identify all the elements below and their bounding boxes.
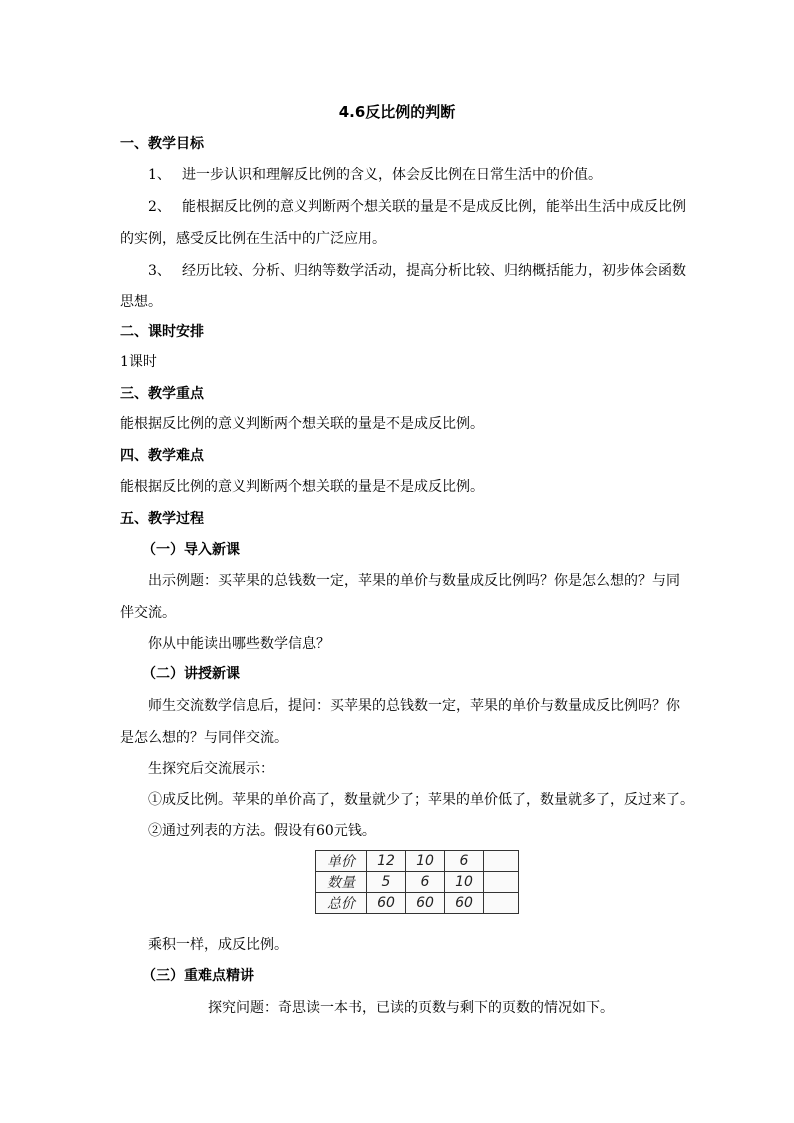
teach-text-a: 师生交流数学信息后，提问：买苹果的总钱数一定，苹果的单价与数量成反比例吗？你: [148, 698, 680, 714]
schedule-text: 1课时: [120, 354, 157, 370]
table-cell: 60: [445, 893, 484, 914]
goal-3-text-b: 思想。: [120, 294, 162, 310]
problem-text: 探究问题：奇思读一本书，已读的页数与剩下的页数的情况如下。: [208, 1000, 614, 1016]
table-cell-empty: [484, 893, 519, 914]
row-label-total-price: 总价: [316, 893, 367, 914]
point-1-text: ①成反比例。苹果的单价高了，数量就少了；苹果的单价低了，数量就多了，反过来了。: [148, 792, 694, 808]
table-row: [316, 872, 519, 893]
table-cell: 60: [367, 893, 406, 914]
table-cell: 10: [445, 872, 484, 893]
row-label-unit-price: 单价: [316, 851, 367, 872]
section-heading-schedule: 二、课时安排: [120, 324, 204, 340]
intro-text-b: 伴交流。: [120, 605, 176, 621]
table-cell-empty: [484, 851, 519, 872]
point-2-text: ②通过列表的方法。假设有60元钱。: [148, 823, 376, 839]
key-point-text: 能根据反比例的意义判断两个想关联的量是不是成反比例。: [120, 416, 484, 432]
section-heading-key-point: 三、教学重点: [120, 386, 204, 402]
explore-text: 生探究后交流展示：: [148, 761, 274, 777]
goal-2-text-b: 的实例，感受反比例在生活中的广泛应用。: [120, 231, 386, 247]
table-cell-empty: [484, 872, 519, 893]
section-heading-process: 五、教学过程: [120, 511, 204, 527]
section-heading-goals: 一、教学目标: [120, 136, 204, 152]
goal-1: [148, 165, 688, 185]
table-cell: 5: [367, 872, 406, 893]
conclusion-text: 乘积一样，成反比例。: [148, 937, 288, 953]
goal-1-number: 1、: [148, 167, 171, 183]
row-label-quantity: 数量: [316, 872, 367, 893]
intro-text-a: 出示例题：买苹果的总钱数一定，苹果的单价与数量成反比例吗？你是怎么想的？与同: [148, 573, 680, 589]
goal-3: [148, 261, 688, 281]
price-quantity-table: [315, 850, 519, 914]
question-text: 你从中能读出哪些数学信息？: [148, 636, 330, 652]
goal-2: [148, 197, 688, 217]
goal-1-text: 进一步认识和理解反比例的含义，体会反比例在日常生活中的价值。: [182, 167, 602, 183]
table-cell: 6: [445, 851, 484, 872]
goal-3-number: 3、: [148, 263, 171, 279]
goal-2-text-a: 能根据反比例的意义判断两个想关联的量是不是成反比例，能举出生活中成反比例: [182, 199, 686, 215]
subsection-heading-intro: （一）导入新课: [142, 542, 240, 558]
table-cell: 10: [406, 851, 445, 872]
table-cell: 60: [406, 893, 445, 914]
table-row: [316, 851, 519, 872]
table-cell: 6: [406, 872, 445, 893]
goal-3-text-a: 经历比较、分析、归纳等数学活动，提高分析比较、归纳概括能力，初步体会函数: [182, 263, 686, 279]
goal-2-number: 2、: [148, 199, 171, 215]
subsection-heading-key-difficulty: （三）重难点精讲: [142, 968, 254, 984]
difficulty-text: 能根据反比例的意义判断两个想关联的量是不是成反比例。: [120, 479, 484, 495]
table-row: [316, 893, 519, 914]
table-cell: 12: [367, 851, 406, 872]
subsection-heading-teach: （二）讲授新课: [142, 666, 240, 682]
section-heading-difficulty: 四、教学难点: [120, 448, 204, 464]
teach-text-b: 是怎么想的？与同伴交流。: [120, 730, 288, 746]
page-title: 4.6反比例的判断: [338, 103, 456, 121]
